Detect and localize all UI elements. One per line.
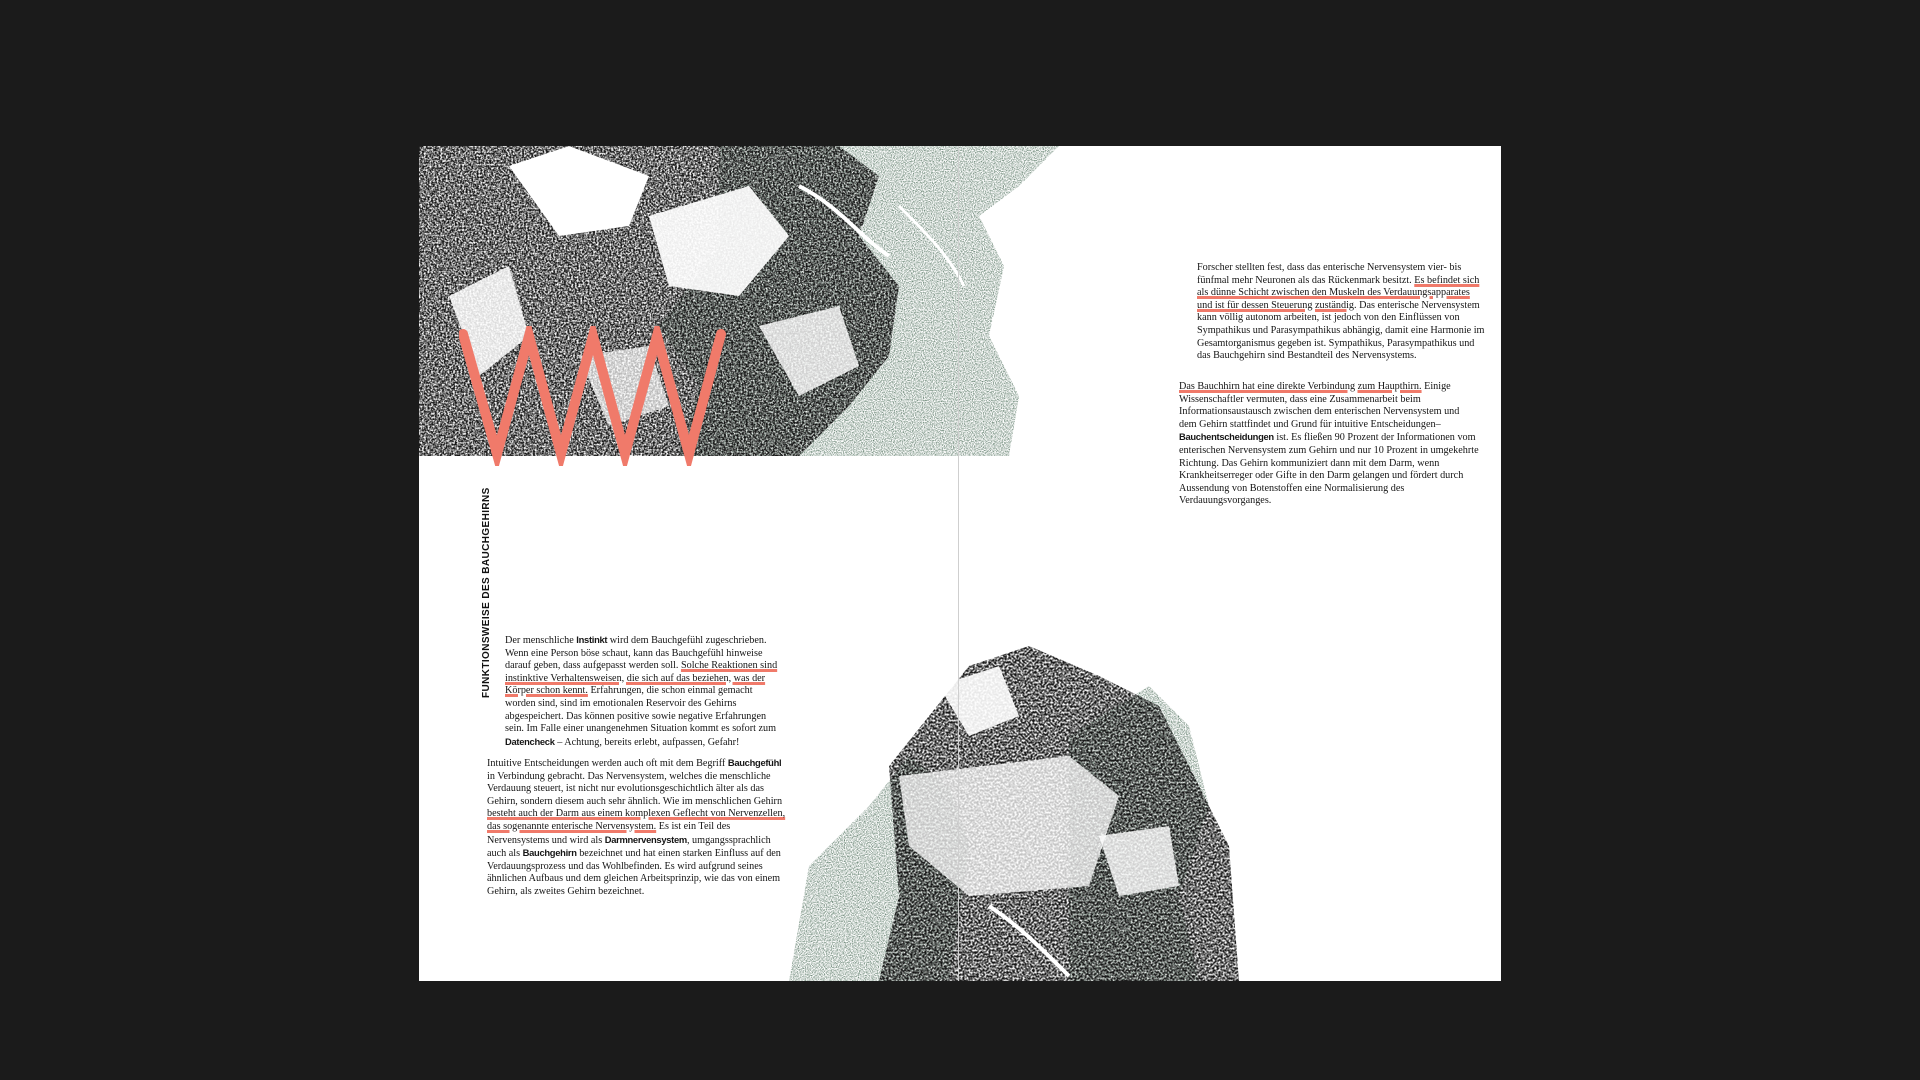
- magazine-spread: [419, 146, 1501, 981]
- right-paragraph-2: Das Bauchhirn hat eine direkte Verbindung zum Haupthirn. Einige Wissenschaftler vermuten, dass eine Zusammenarbeit beim Informationsaustausch zwischen dem enterischen Nervensystem und dem Gehirn stattfindet und Grund für intuitive Entscheidungen–Bauchentscheidungen ist. Es fließen 90 Prozent der Informationen vom enterischen Nervensystem zum Gehirn und nur 10 Prozent in umgekehrte Richtung. Das Gehirn kommuniziert dann mit dem Darm, wenn Krankheitserreger oder Gifte in den Darm gelangen und fördert durch Aussendung von Botenstoffen eine Normalisierung des Verdauungsvorganges.: [1179, 381, 1479, 507]
- highlight: Das Bauchhirn hat eine direkte Verbindung zum Haupthirn.: [1179, 381, 1422, 392]
- highlight: besteht auch der Darm aus einem komplexen Geflecht von Nervenzellen, das sogenannte enterische Nervensystem.: [487, 808, 786, 832]
- left-paragraph-1: Der menschliche Instinkt wird dem Bauchgefühl zugeschrieben. Wenn eine Person böse schaut, kann das Bauchgefühl hinweise darauf geben, dass aufgepasst werden soll. Solche Reaktionen sind instinktive Verhaltensweisen, die sich auf das beziehen, was der Körper schon kennt. Erfahrungen, die schon einmal gemacht worden sind, sind im emotionalen Reservoir des Gehirns abgespeichert. Das können positive sowie negative Erfahrungen sein. Im Falle einer unangenehmen Situation kommt es sofort zum Datencheck – Achtung, bereits erlebt, aufpassen, Gefahr!: [505, 634, 778, 748]
- zigzag-icon: [459, 326, 739, 466]
- highlight: Solche Reaktionen sind instinktive Verhaltensweisen, die sich auf das beziehen, was der Körper schon kennt.: [505, 660, 778, 697]
- left-paragraph-2: Intuitive Entscheidungen werden auch oft mit dem Begriff Bauchgefühl in Verbindung gebracht. Das Nervensystem, welches die menschliche Verdauung steuert, ist nicht nur evolutionsgeschichtlich älter als das Gehirn, sondern diesem auch sehr ähnlich. Wie im menschlichen Gehirn besteht auch der Darm aus einem komplexen Geflecht von Nervenzellen, das sogenannte enterische Nervensystem. Es ist ein Teil des Nervensystems und wird als Darmnervensystem, umgangssprachlich auch als Bauchgehirn bezeichnet und hat einen starken Einfluss auf den Verdauungsprozess und das Wohlbefinden. Es wird aufgrund seines ähnlichen Aufbaus und dem gleichen Arbeitsprinzip, wie das von einem Gehirn, als zweites Gehirn bezeichnet.: [487, 757, 786, 897]
- highlight: Es befindet sich als dünne Schicht zwischen den Muskeln des Verdauungsapparates und ist für dessen Steuerung zuständig.: [1197, 274, 1480, 311]
- page-fold: [958, 146, 959, 981]
- abstract-texture-bottom-icon: [769, 646, 1369, 981]
- right-paragraph-1: Forscher stellten fest, dass das enterische Nervensystem vier- bis fünfmal mehr Neuronen als das Rückenmark besitzt. Es befindet sich als dünne Schicht zwischen den Muskeln des Verdauungsapparates und ist für dessen Steuerung zuständig. Das enterische Nervensystem kann völlig autonom arbeiten, ist jedoch von den Einflüssen von Sympathikus und Parasympathikus abhängig, damit eine Harmonie im Gesamtorganismus gegeben ist. Sympathikus, Parasympathikus und das Bauchgehirn sind Bestandteil des Nervensystems.: [1197, 262, 1485, 362]
- vertical-section-title: FUNKTIONSWEISE DES BAUCHGEHIRNS: [481, 487, 492, 698]
